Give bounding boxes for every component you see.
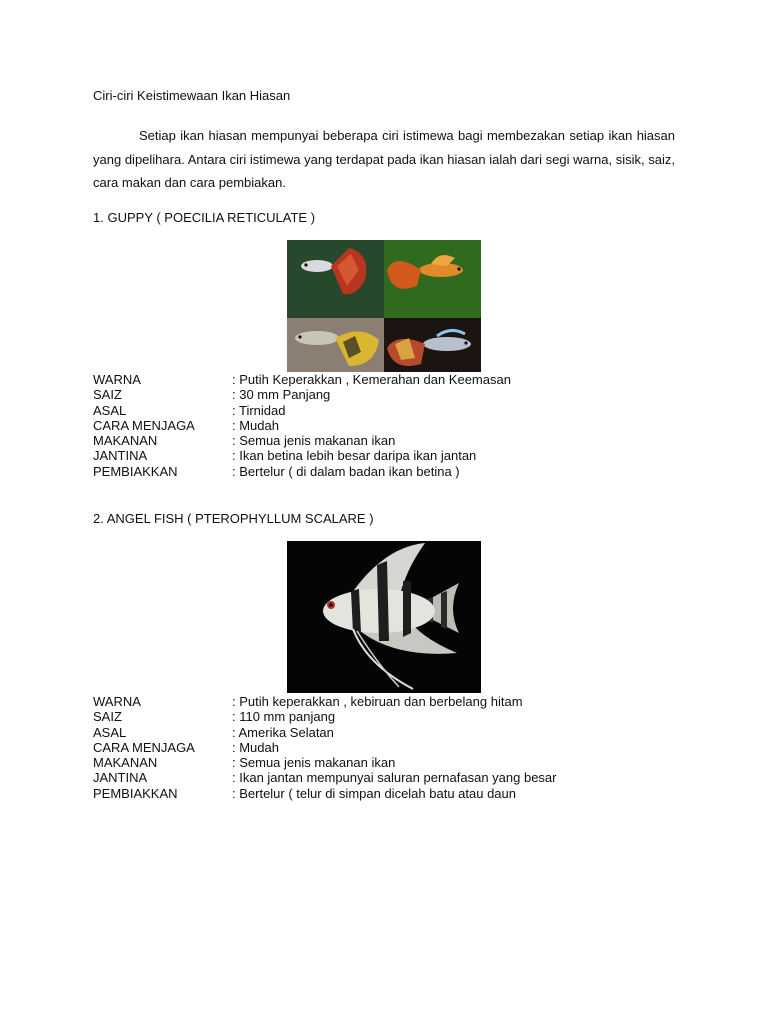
detail-value: : Ikan betina lebih besar daripa ikan jantan: [232, 448, 477, 464]
guppy-details: [93, 372, 511, 479]
detail-value: : Mudah: [232, 739, 279, 755]
detail-label: WARNA: [93, 372, 141, 387]
detail-row: [93, 770, 556, 785]
detail-row: [93, 464, 511, 479]
detail-row: [93, 786, 556, 801]
detail-row: [93, 387, 511, 402]
detail-value: : Putih Keperakkan , Kemerahan dan Keemasan: [232, 372, 511, 387]
detail-label: JANTINA: [93, 770, 148, 786]
detail-label: SAIZ: [93, 387, 122, 403]
detail-value: : 30 mm Panjang: [232, 387, 331, 403]
detail-label: CARA MENJAGA: [93, 417, 195, 433]
detail-label: WARNA: [93, 694, 141, 709]
detail-label: ASAL: [93, 402, 127, 418]
guppy-collage: [287, 240, 481, 372]
detail-row: [93, 433, 511, 448]
angelfish-details: [93, 694, 556, 801]
detail-row: [93, 694, 556, 709]
detail-label: PEMBIAKKAN: [93, 463, 178, 479]
guppy-photo-1-bg: [287, 240, 384, 318]
detail-value: : Bertelur ( di dalam badan ikan betina ): [232, 463, 460, 479]
detail-row: [93, 709, 556, 724]
detail-value: : Putih keperakkan , kebiruan dan berbelang hitam: [232, 694, 523, 709]
guppy-heading: 1. GUPPY ( POECILIA RETICULATE ): [93, 210, 316, 225]
detail-label: ASAL: [93, 724, 127, 740]
detail-label: SAIZ: [93, 709, 122, 725]
intro-text: Setiap ikan hiasan mempunyai beberapa ciri istimewa bagi membezakan setiap ikan hiasan yang dipelihara. Antara ciri istimewa yang terdapat pada ikan hiasan ialah dari segi warna, sisik, saiz, cara makan dan cara pembiakan.: [93, 128, 675, 190]
detail-label: CARA MENJAGA: [93, 739, 195, 755]
guppy-photo: [287, 240, 481, 372]
detail-label: PEMBIAKKAN: [93, 785, 178, 801]
detail-label: MAKANAN: [93, 755, 158, 771]
detail-value: : Semua jenis makanan ikan: [232, 755, 396, 771]
detail-value: : Mudah: [232, 417, 279, 433]
detail-row: [93, 418, 511, 433]
detail-value: : Ikan jantan mempunyai saluran pernafasan yang besar: [232, 770, 557, 786]
detail-row: [93, 448, 511, 463]
angelfish-illustration: [287, 541, 481, 693]
detail-value: : Tirnidad: [232, 402, 286, 418]
detail-value: : 110 mm panjang: [232, 709, 336, 725]
page-title: Ciri-ciri Keistimewaan Ikan Hiasan: [93, 88, 291, 103]
detail-value: : Bertelur ( telur di simpan dicelah batu atau daun: [232, 785, 517, 801]
intro-paragraph: [93, 124, 675, 195]
detail-label: MAKANAN: [93, 433, 158, 449]
detail-row: [93, 755, 556, 770]
detail-value: : Amerika Selatan: [232, 724, 334, 740]
angelfish-photo: [287, 541, 481, 693]
detail-row: [93, 403, 511, 418]
detail-value: : Semua jenis makanan ikan: [232, 433, 396, 449]
detail-label: JANTINA: [93, 448, 148, 464]
detail-row: [93, 740, 556, 755]
angelfish-heading: 2. ANGEL FISH ( PTEROPHYLLUM SCALARE ): [93, 511, 374, 526]
detail-row: [93, 725, 556, 740]
detail-row: [93, 372, 511, 387]
